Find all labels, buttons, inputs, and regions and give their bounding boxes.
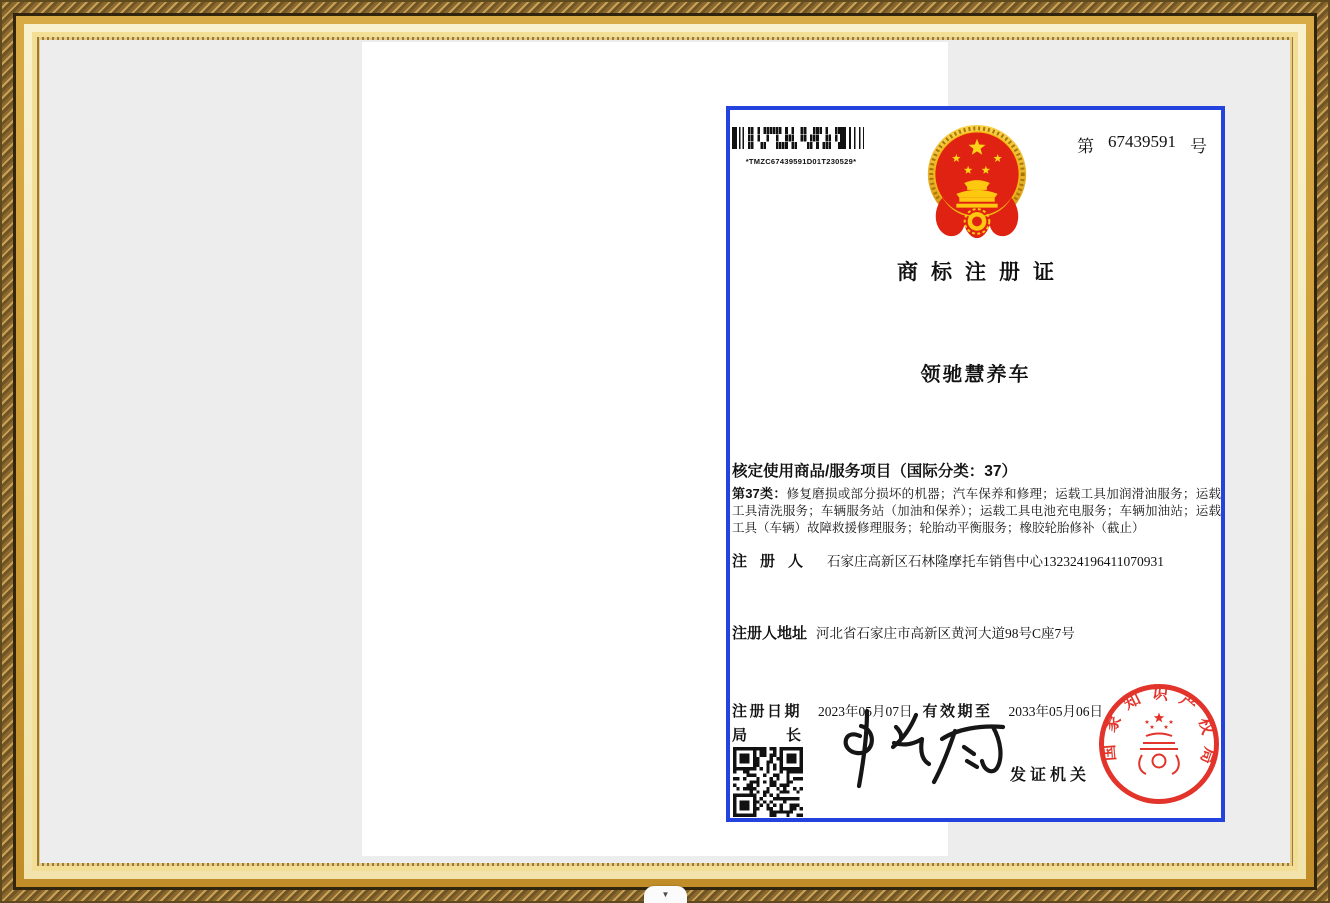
scroll-down-tab[interactable]: [644, 886, 687, 903]
registrant-row: [732, 550, 1164, 571]
frame-bead-edge: [37, 37, 1293, 866]
cert-number-prefix: 第: [1077, 137, 1094, 156]
svg-text:国家知识产权局: [1098, 683, 1221, 776]
class-label: 第37类：: [732, 486, 787, 501]
valid-until-value: 2033年05月06日: [1008, 704, 1104, 719]
official-seal-icon: [1096, 681, 1222, 807]
valid-until-label: 有效期至: [922, 703, 993, 720]
registration-date-label: 注册日期: [732, 703, 803, 720]
trademark-name: 领驰慧养车: [920, 364, 1031, 386]
qr-code-icon: [732, 747, 804, 817]
registrant-value: 石家庄高新区石林隆摩托车销售中心132324196411070931: [827, 554, 1165, 569]
certificate-title: 商标注册证: [897, 260, 1067, 284]
issuer-label: 发证机关: [1010, 767, 1091, 784]
goods-paragraph: [732, 485, 1221, 537]
cert-number: 67439591: [1108, 132, 1176, 151]
barcode-icon: [732, 127, 870, 151]
director-label: 局长: [732, 727, 841, 744]
barcode-block: [732, 127, 870, 166]
address-row: [732, 622, 1075, 643]
approved-goods-header: 核定使用商品/服务项目（国际分类：37）: [732, 463, 1018, 480]
director-row: [732, 724, 840, 745]
barcode-text: *TMZC67439591D01T230529*: [745, 157, 857, 166]
director-signature-icon: [830, 706, 1015, 791]
trademark-certificate: [726, 106, 1225, 822]
address-label: 注册人地址: [732, 625, 808, 642]
registrant-label: 注册人: [732, 553, 817, 570]
cert-number-suffix: 号: [1190, 137, 1207, 156]
class-items: 修复磨损或部分损坏的机器；汽车保养和修理；运载工具加润滑油服务；运载工具清洗服务；车辆服务站（加油和保养）；运载工具电池充电服务；车辆加油站；运载工具（车辆）故障救援修理服务；轮胎动平衡服务；橡胶轮胎修补（截止）: [732, 487, 1221, 535]
chevron-down-icon: ▼: [661, 889, 670, 899]
address-value: 河北省石家庄市高新区黄河大道98号C座7号: [816, 626, 1075, 641]
registration-date-value: 2023年05月07日: [818, 704, 913, 719]
document-page: [362, 42, 1221, 856]
seal-text: 国家知识产权局: [1099, 683, 1220, 776]
certificate-number-row: [1077, 132, 1207, 157]
national-emblem-icon: [922, 123, 1032, 247]
viewer-matte: [40, 40, 1290, 863]
